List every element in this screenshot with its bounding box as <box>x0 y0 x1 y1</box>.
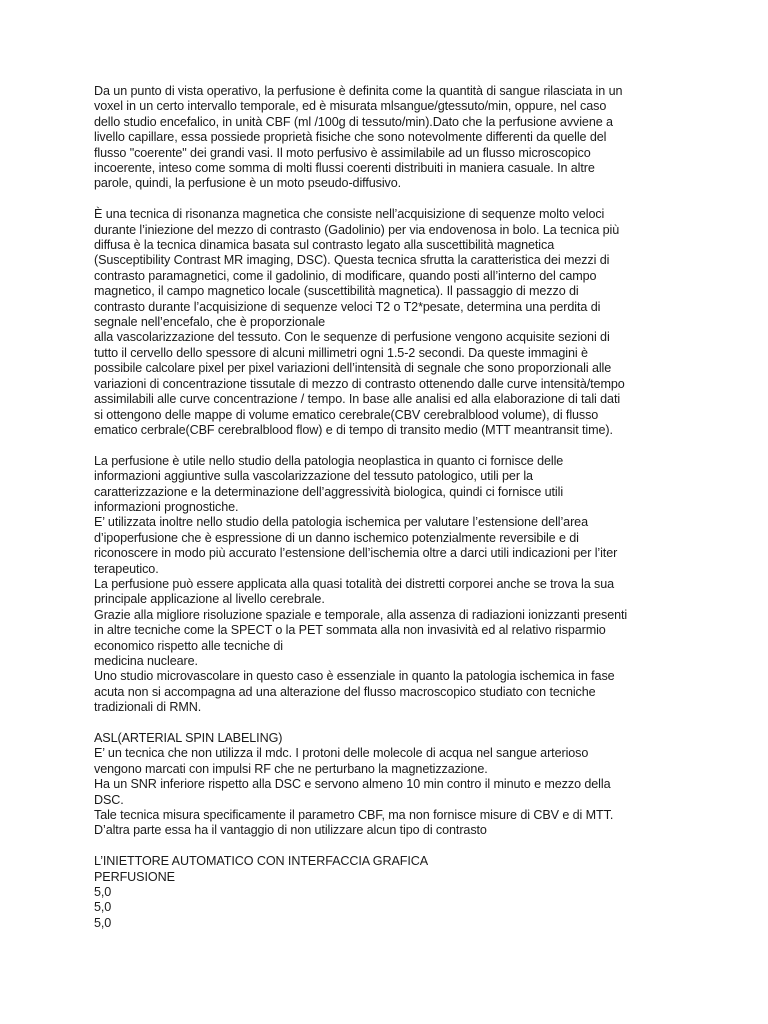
paragraph-injector <box>94 854 684 931</box>
text-line: variazioni di concentrazione tissutale di mezzo di contrasto ottenendo dalle curve intensità/tempo <box>94 376 625 391</box>
text-line: È una tecnica di risonanza magnetica che consiste nell’acquisizione di sequenze molto veloci <box>94 207 605 222</box>
text-line: terapeutico. <box>94 561 159 576</box>
text-line: tradizionali di RMN. <box>94 700 202 715</box>
section-subheading: PERFUSIONE <box>94 869 175 884</box>
text-line: si ottengono delle mappe di volume ematico cerebrale(CBV cerebralblood volume), di flusso <box>94 407 599 422</box>
section-heading: ASL(ARTERIAL SPIN LABELING) <box>94 731 283 746</box>
text-line: DSC. <box>94 792 124 807</box>
text-line: contrasto paramagnetici, come il gadolinio, di modificare, quando posti all’interno del campo <box>94 268 597 283</box>
paragraph-clinical-applications <box>94 454 684 716</box>
paragraph-asl <box>94 731 684 839</box>
text-line: Ha un SNR inferiore rispetto alla DSC e servono almeno 10 min contro il minuto e mezzo della <box>94 777 611 792</box>
text-line: tutto il cervello dello spessore di alcuni millimetri ogni 1.5-2 secondi. Da queste immagini è <box>94 345 588 360</box>
value-line: 5,0 <box>94 900 112 915</box>
text-line: possibile calcolare pixel per pixel variazioni dell’intensità di segnale che sono proporzionali alle <box>94 361 612 376</box>
text-line: E’ un tecnica che non utilizza il mdc. I protoni delle molecole di acqua nel sangue arterioso <box>94 746 589 761</box>
text-line: (Susceptibility Contrast MR imaging, DSC). Questa tecnica sfrutta la caratteristica dei mezzi di <box>94 253 610 268</box>
text-line: incoerente, inteso come somma di molti flussi coerenti distribuiti in maniera casuale. In altre <box>94 161 595 176</box>
text-line: caratterizzazione e la determinazione dell’aggressività biologica, quindi ci fornisce utili <box>94 484 564 499</box>
text-line: livello capillare, essa possiede proprietà fisiche che sono notevolmente differenti da quelle del <box>94 130 607 145</box>
text-line: durante l’iniezione del mezzo di contrasto (Gadolinio) per via endovenosa in bolo. La tecnica più <box>94 222 620 237</box>
section-heading: L’INIETTORE AUTOMATICO CON INTERFACCIA GRAFICA <box>94 854 429 869</box>
text-line: economico rispetto alle tecniche di <box>94 638 284 653</box>
text-line: voxel in un certo intervallo temporale, ed è misurata mlsangue/gtessuto/min, oppure, nel caso <box>94 99 607 114</box>
text-line: segnale nell’encefalo, che è proporzionale <box>94 315 326 330</box>
text-line: Uno studio microvascolare in questo caso è essenziale in quanto la patologia ischemica in fase <box>94 669 615 684</box>
text-line: magnetico, il campo magnetico locale (suscettibilità magnetica). Il passaggio di mezzo di <box>94 284 579 299</box>
text-line: vengono marcati con impulsi RF che ne perturbano la magnetizzazione. <box>94 761 488 776</box>
text-line: La perfusione può essere applicata alla quasi totalità dei distretti corporei anche se trova la sua <box>94 576 615 591</box>
text-line: diffusa è la tecnica dinamica basata sul contrasto legato alla suscettibilità magnetica <box>94 238 555 253</box>
value-line: 5,0 <box>94 885 112 900</box>
text-line: informazioni prognostiche. <box>94 499 239 514</box>
text-line: alla vascolarizzazione del tessuto. Con le sequenze di perfusione vengono acquisite sezioni di <box>94 330 610 345</box>
text-line: Da un punto di vista operativo, la perfusione è definita come la quantità di sangue rilasciata in un <box>94 84 623 98</box>
value-line: 5,0 <box>94 915 112 930</box>
paragraph-dsc-technique <box>94 207 684 438</box>
text-line: riconoscere in modo più accurato l’estensione dell’ischemia oltre a darci utili indicazioni per l’iter <box>94 546 618 561</box>
text-line: d’ipoperfusione che è espressione di un danno ischemico potenzialmente reversibile e di <box>94 530 579 545</box>
text-line: assimilabili alle curve concentrazione / tempo. In base alle analisi ed alla elaborazione di tali dati <box>94 392 621 407</box>
text-line: ematico cerbrale(CBF cerebralblood flow) e di tempo di transito medio (MTT meantransit time). <box>94 422 613 437</box>
text-line: dello studio encefalico, in unità CBF (ml /100g di tessuto/min).Dato che la perfusione avviene a <box>94 114 613 129</box>
text-line: E’ utilizzata inoltre nello studio della patologia ischemica per valutare l’estensione dell’area <box>94 515 588 530</box>
text-line: flusso "coerente" dei grandi vasi. Il moto perfusivo è assimilabile ad un flusso microscopico <box>94 145 591 160</box>
text-line: Tale tecnica misura specificamente il parametro CBF, ma non fornisce misure di CBV e di MTT. <box>94 808 614 823</box>
text-line: parole, quindi, la perfusione è un moto pseudo-diffusivo. <box>94 176 402 191</box>
text-line: D’altra parte essa ha il vantaggio di non utilizzare alcun tipo di contrasto <box>94 823 487 838</box>
text-line: contrasto durante l’acquisizione di sequenze veloci T2 o T2*pesate, determina una perdita di <box>94 299 601 314</box>
text-line: in altre tecniche come la SPECT o la PET sommata alla non invasività ed al relativo risparmio <box>94 623 606 638</box>
text-line: medicina nucleare. <box>94 654 198 668</box>
text-line: principale applicazione al livello cerebrale. <box>94 592 325 607</box>
text-line: acuta non si accompagna ad una alterazione del flusso macroscopico studiato con tecniche <box>94 684 596 699</box>
paragraph-perfusion-definition <box>94 84 684 192</box>
document-page <box>94 84 684 947</box>
text-line: informazioni aggiuntive sulla vascolarizzazione del tessuto patologico, utili per la <box>94 469 533 484</box>
text-line: La perfusione è utile nello studio della patologia neoplastica in quanto ci fornisce delle <box>94 453 564 468</box>
text-line: Grazie alla migliore risoluzione spaziale e temporale, alla assenza di radiazioni ionizzanti presenti <box>94 607 628 622</box>
